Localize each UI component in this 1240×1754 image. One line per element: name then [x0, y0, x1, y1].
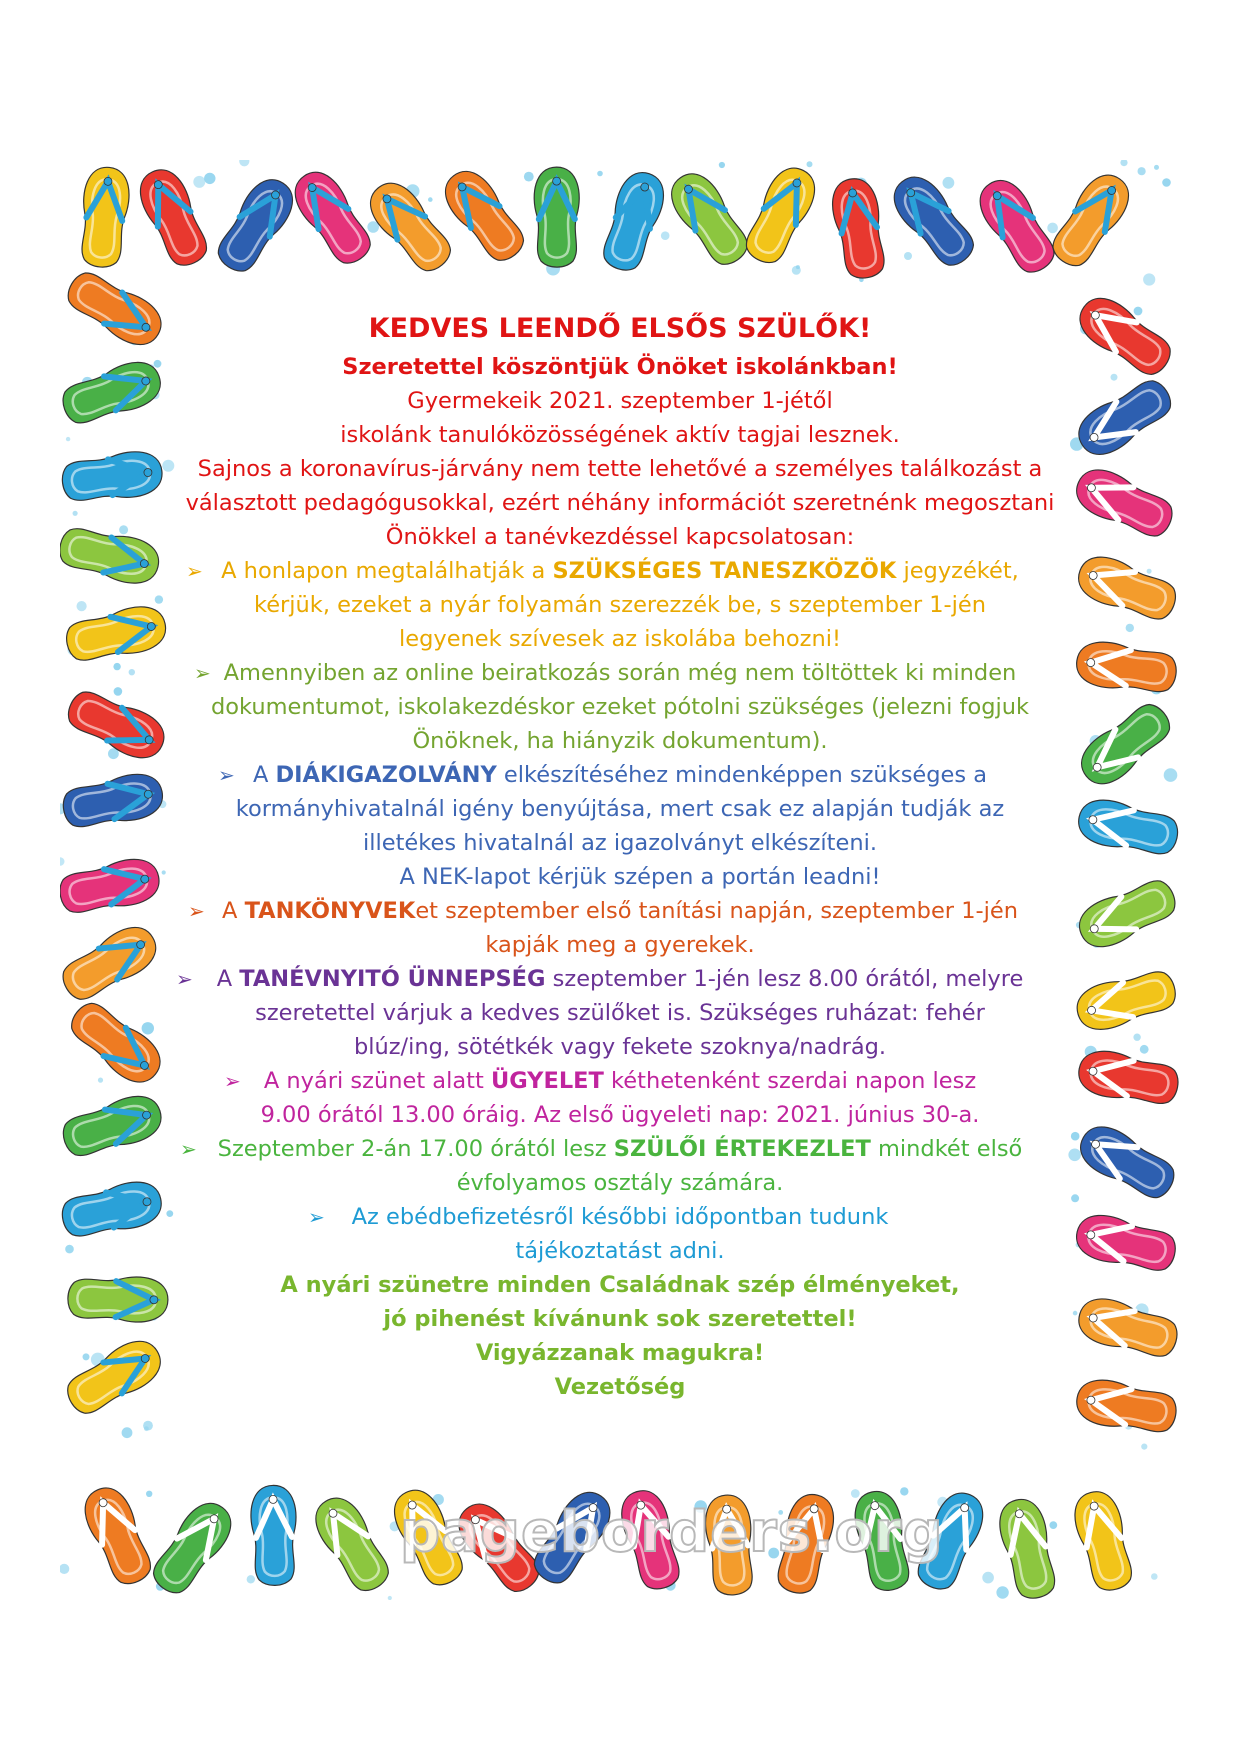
bubble-dot: [239, 160, 249, 166]
bubble-dot: [154, 360, 162, 368]
item-student-id-line-4: A NEK-lapot kérjük szépen a portán leadni!: [399, 864, 881, 890]
item-tools-line-2: kérjük, ezeket a nyár folyamán szerezzék be, s szeptember 1-jén: [253, 592, 987, 618]
bubble-dot: [77, 601, 87, 611]
bubble-dot: [900, 1487, 908, 1495]
bubble-dot: [204, 173, 215, 184]
flip-flop-icon: [994, 1495, 1061, 1600]
bubble-dot: [1133, 1034, 1140, 1041]
item-student-id-line-1: ➢ A DIÁKIGAZOLVÁNY elkészítéséhez mindenképpen szükséges a: [170, 758, 1070, 792]
flip-flop-icon: [534, 167, 580, 267]
flip-flop-icon: [1070, 372, 1179, 464]
duty-highlight: ÜGYELET: [490, 1068, 604, 1094]
bubble-dot: [1164, 768, 1178, 782]
bubble-dot: [65, 1245, 74, 1254]
closing-line-3: Vigyázzanak magukra!: [475, 1340, 765, 1366]
bubble-dot: [796, 265, 800, 269]
flip-flop-icon: [662, 165, 756, 273]
flip-flop-icon: [60, 264, 169, 353]
flip-flop-icon: [77, 1481, 159, 1591]
item-duty-line-2: 9.00 órától 13.00 óráig. Az első ügyeleti nap: 2021. június 30-a.: [260, 1102, 980, 1128]
letter-title: KEDVES LEENDŐ ELSŐS SZÜLŐK!: [368, 313, 872, 344]
flip-flop-icon: [1044, 166, 1138, 274]
item-ceremony-line-2: szeretettel várjuk a kedves szülőket is. Szükséges ruházat: fehér: [255, 1000, 985, 1026]
bubble-dot: [1147, 569, 1152, 574]
bubble-dot: [1049, 1521, 1057, 1529]
bullet-arrow-icon: ➢: [224, 1069, 241, 1093]
bullet-arrow-icon: ➢: [186, 559, 203, 583]
item-textbooks-line-1: ➢ A TANKÖNYVEKet szeptember első tanítási napján, szeptember 1-jén: [170, 894, 1070, 928]
bubble-dot: [83, 1353, 90, 1360]
bubble-dot: [155, 595, 163, 603]
bubble-dot: [144, 1426, 149, 1431]
bubble-dot: [66, 437, 70, 441]
bubble-dot: [1073, 1311, 1078, 1316]
item-student-id-line-3: illetékes hivatalnál az igazolványt elkészíteni.: [363, 830, 877, 856]
flip-flop-icon: [1072, 873, 1180, 955]
item-meeting-line-1: ➢ Szeptember 2-án 17.00 órától lesz SZÜLŐI ÉRTEKEZLET mindkét első: [170, 1132, 1070, 1166]
student-id-highlight: DIÁKIGAZOLVÁNY: [275, 762, 497, 788]
ceremony-highlight: TANÉVNYITÓ ÜNNEPSÉG: [239, 966, 546, 992]
flip-flop-icon: [60, 854, 163, 918]
closing-line-1: A nyári szünetre minden Családnak szép élményeket,: [280, 1272, 960, 1298]
flip-flop-icon: [1074, 638, 1179, 697]
flip-flop-icon: [63, 602, 170, 667]
bubble-dot: [247, 1575, 255, 1583]
bubble-dot: [904, 252, 912, 260]
flip-flop-icon: [286, 163, 379, 271]
meeting-highlight: SZÜLŐI ÉRTEKEZLET: [613, 1136, 871, 1162]
bubble-dot: [1154, 165, 1159, 170]
item-documents-line-2: dokumentumot, iskolakezdéskor ezeket pótolni szükséges (jelezni fogjuk: [210, 694, 1030, 720]
flip-flop-icon: [1075, 1046, 1180, 1109]
bubble-dot: [142, 1022, 154, 1034]
bullet-arrow-icon: ➢: [176, 967, 193, 991]
item-documents-line-1: ➢ Amennyiben az online beiratkozás során még nem töltöttek ki minden: [170, 656, 1070, 690]
bubble-dot: [1151, 1573, 1158, 1580]
bubble-dot: [162, 870, 166, 874]
bubble-dot: [119, 525, 128, 534]
bubble-dot: [114, 687, 123, 696]
flip-flop-icon: [1072, 1118, 1180, 1206]
letter: [170, 308, 1070, 1404]
item-ceremony-line-3: blúz/ing, sötétkék vagy fekete szoknya/nadrág.: [353, 1034, 887, 1060]
bullet-arrow-icon: ➢: [180, 1137, 197, 1161]
flip-flop-icon: [250, 1485, 297, 1586]
flip-flop-icon: [1072, 1210, 1180, 1277]
flip-flop-icon: [60, 355, 166, 430]
bubble-dot: [193, 176, 205, 188]
flip-flop-icon: [1072, 550, 1180, 627]
bubble-dot: [982, 1572, 994, 1584]
tools-highlight: SZÜKSÉGES TANESZKÖZÖK: [552, 558, 897, 584]
flip-flop-icon: [1072, 965, 1180, 1036]
flip-flop-icon: [77, 165, 131, 269]
flip-flop-icon: [738, 160, 823, 270]
item-documents-line-3: Önöknek, ha hiányzik dokumentum).: [412, 728, 828, 754]
intro-line-4: választott pedagógusokkal, ezért néhány információt szeretnénk megosztani: [185, 490, 1055, 516]
flip-flop-icon: [60, 1089, 167, 1162]
bubble-dot: [1138, 167, 1146, 175]
bubble-dot: [1134, 307, 1143, 316]
flip-flop-icon: [307, 1490, 397, 1599]
bubble-dot: [851, 1489, 860, 1498]
flip-flop-icon: [63, 995, 169, 1092]
bubble-dot: [98, 1078, 103, 1083]
bubble-dot: [60, 857, 65, 866]
closing-line-2: jó pihenést kívánunk sok szeretettel!: [383, 1306, 857, 1332]
bullet-arrow-icon: ➢: [194, 661, 211, 685]
bubble-dot: [1120, 160, 1127, 166]
intro-line-2: iskolánk tanulóközösségének aktív tagjai lesznek.: [340, 422, 900, 448]
flip-flop-icon: [68, 1276, 169, 1323]
bubble-dot: [597, 171, 603, 177]
bubble-dot: [1068, 1149, 1081, 1162]
bubble-dot: [1047, 223, 1058, 234]
flip-flop-icon: [828, 175, 890, 281]
flip-flop-icon: [60, 769, 166, 832]
bubble-dot: [661, 231, 670, 240]
bubble-dot: [1071, 1132, 1080, 1141]
bubble-dot: [73, 511, 78, 516]
bubble-dot: [1111, 374, 1118, 381]
flip-flop-icon: [60, 1177, 166, 1243]
flip-flop-icon: [145, 1494, 241, 1600]
item-ceremony-line-1: ➢ A TANÉVNYITÓ ÜNNEPSÉG szeptember 1-jén lesz 8.00 órától, melyre: [170, 962, 1070, 996]
bullet-arrow-icon: ➢: [188, 899, 205, 923]
bubble-dot: [1143, 273, 1155, 285]
item-tools-line-1: ➢ A honlapon megtalálhatják a SZÜKSÉGES TANESZKÖZÖK jegyzékét,: [170, 554, 1070, 588]
intro-line-1: Gyermekeik 2021. szeptember 1-jétől: [407, 388, 833, 414]
greeting: Szeretettel köszöntjük Önöket iskolánkban!: [342, 354, 898, 380]
flip-flop-icon: [1072, 696, 1178, 794]
bubble-dot: [60, 1564, 69, 1574]
bullet-arrow-icon: ➢: [218, 763, 235, 787]
item-duty-line-1: ➢ A nyári szünet alatt ÜGYELET kéthetenként szerdai napon lesz: [170, 1064, 1070, 1098]
bubble-dot: [996, 1586, 1008, 1598]
bubble-dot: [146, 1491, 152, 1497]
bubble-dot: [129, 669, 135, 675]
item-tools-line-3: legyenek szívesek az iskolába behozni!: [399, 626, 841, 652]
bubble-dot: [122, 1427, 133, 1438]
flip-flop-icon: [1074, 795, 1180, 860]
textbooks-highlight: TANKÖNYVEK: [244, 898, 416, 924]
item-lunch-line-1: ➢ Az ebédbefizetésről későbbi időpontban tudunk: [170, 1200, 1070, 1234]
item-textbooks-line-2: kapják meg a gyerekek.: [485, 932, 755, 958]
flip-flop-icon: [1069, 1487, 1139, 1595]
flip-flop-icon: [884, 168, 982, 274]
bubble-dot: [719, 162, 725, 168]
bubble-dot: [943, 177, 955, 189]
item-student-id-line-2: kormányhivatalnál igény benyújtása, mert csak ez alapján tudják az: [235, 796, 1005, 822]
bubble-dot: [1141, 1444, 1147, 1450]
bubble-dot: [1071, 1194, 1079, 1202]
bubble-dot: [524, 172, 534, 182]
bubble-dot: [1126, 624, 1134, 632]
flip-flop-icon: [60, 522, 163, 589]
flip-flop-icon: [60, 1332, 169, 1422]
flip-flop-icon: [60, 918, 164, 1008]
flip-flop-icon: [210, 171, 302, 279]
flip-flop-icon: [1071, 289, 1179, 384]
item-meeting-line-2: évfolyamos osztály számára.: [456, 1170, 784, 1196]
item-lunch-line-2: tájékoztatást adni.: [515, 1238, 725, 1264]
signature: Vezetőség: [554, 1374, 686, 1400]
intro-line-3: Sajnos a koronavírus-járvány nem tette lehetővé a személyes találkozást a: [197, 456, 1043, 482]
flip-flop-icon: [1074, 1292, 1180, 1363]
flip-flop-icon: [1069, 461, 1179, 544]
bubble-dot: [1140, 1045, 1149, 1054]
intro-line-5: Önökkel a tanévkezdéssel kapcsolatosan:: [385, 524, 855, 550]
watermark: pageborders.org: [400, 1500, 944, 1565]
bubble-dot: [807, 161, 813, 167]
bullet-arrow-icon: ➢: [308, 1205, 325, 1229]
bubble-dot: [113, 663, 120, 670]
flip-flop-icon: [596, 167, 670, 276]
bubble-dot: [388, 1596, 392, 1600]
bubble-dot: [1162, 178, 1171, 187]
bubble-dot: [428, 197, 433, 202]
flip-flop-icon: [60, 448, 165, 505]
